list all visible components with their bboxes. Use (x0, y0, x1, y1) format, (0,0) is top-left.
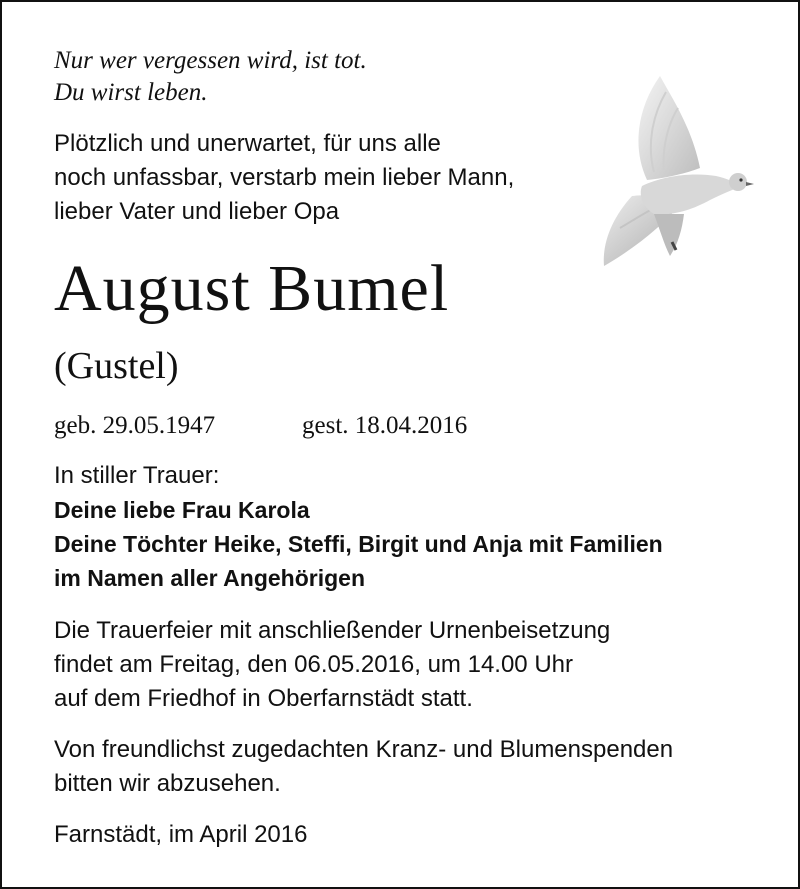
intro-line-2: noch unfassbar, verstarb mein lieber Mann, (54, 164, 515, 191)
intro-line-1: Plötzlich und unerwartet, für uns alle (54, 130, 441, 157)
ceremony-line-3: auf dem Friedhof in Oberfarnstädt statt. (54, 685, 473, 712)
mourner-line-2: Deine Töchter Heike, Steffi, Birgit und Anja mit Familien (54, 531, 663, 557)
death-date: gest. 18.04.2016 (302, 412, 468, 439)
quote-line-1: Nur wer vergessen wird, ist tot. (54, 47, 367, 74)
deceased-name: August Bumel (54, 252, 450, 325)
ceremony-line-2: findet am Freitag, den 06.05.2016, um 14.00 Uhr (54, 651, 573, 678)
ceremony-line-1: Die Trauerfeier mit anschließender Urnenbeisetzung (54, 617, 611, 644)
quote-line-2: Du wirst leben. (54, 79, 208, 106)
birth-date: geb. 29.05.1947 (54, 412, 216, 439)
flowers-line-1: Von freundlichst zugedachten Kranz- und Blumenspenden (54, 736, 674, 763)
closing-line: Farnstädt, im April 2016 (54, 821, 308, 848)
mourner-line-1: Deine liebe Frau Karola (54, 497, 310, 523)
mourners-heading: In stiller Trauer: (54, 462, 220, 489)
dove-icon (592, 68, 762, 268)
flowers-line-2: bitten wir abzusehen. (54, 770, 281, 797)
intro-line-3: lieber Vater und lieber Opa (54, 198, 340, 225)
mourner-line-3: im Namen aller Angehörigen (54, 565, 365, 591)
deceased-nickname: (Gustel) (54, 345, 179, 387)
